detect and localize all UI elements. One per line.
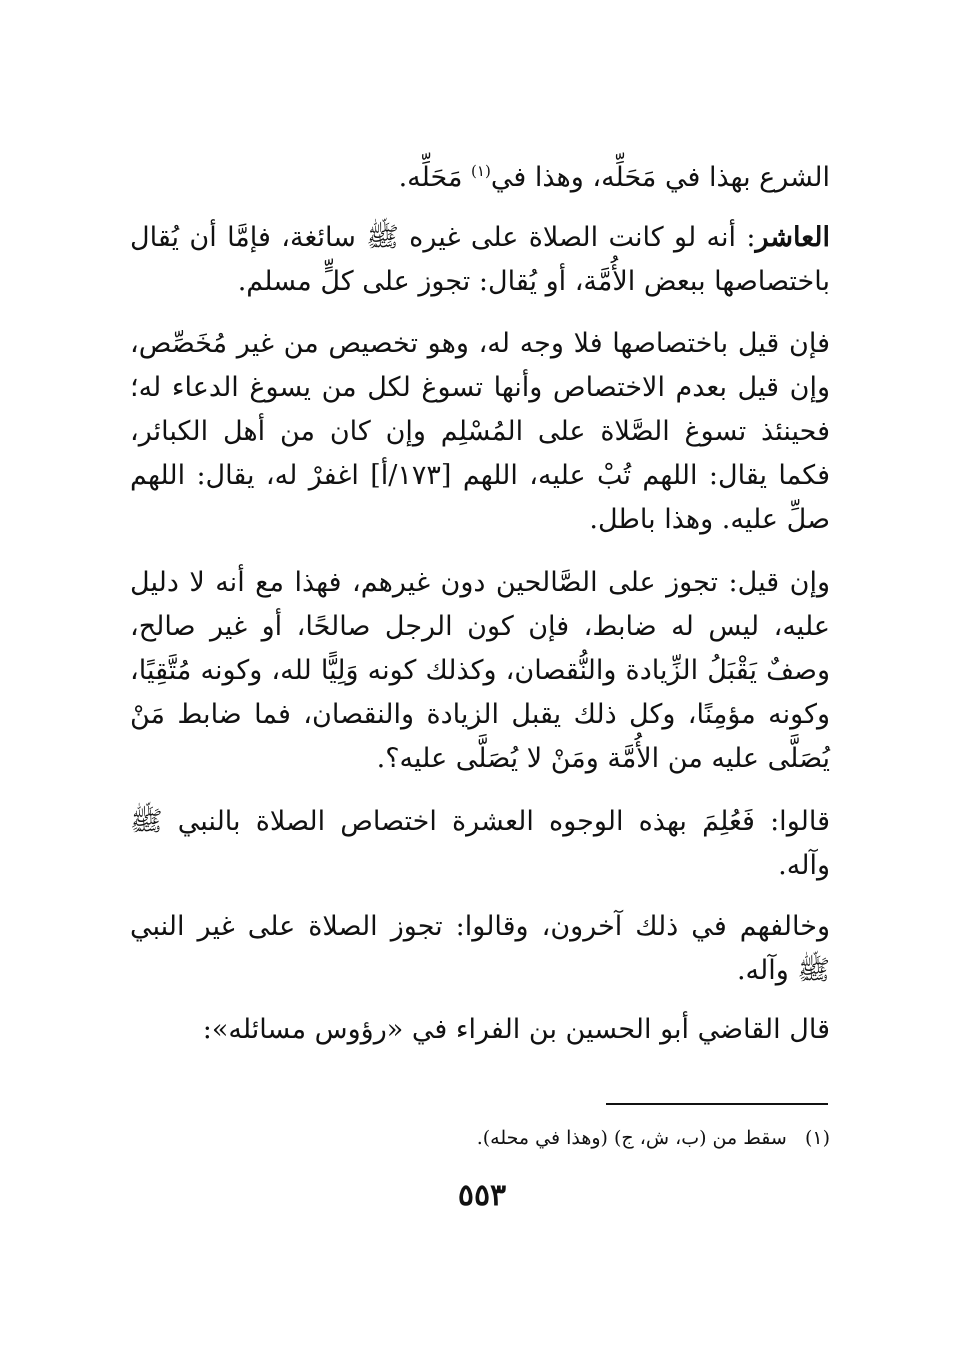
footnote-reference[interactable]: (١) (471, 162, 491, 180)
paragraph-objection-2: وإن قيل: تجوز على الصَّالحين دون غيرهم، فهذا مع أنه لا دليل عليه، ليس له ضابط، فإن كون الرجل صالحًا، أو غير صالح، وصفٌ يَقْبَلُ الزِّيادة والنُّقصان، وكذلك كونه وَلِيًّا لله، وكونه مُتَّقِيًا، وكونه مؤمِنًا، وكل ذلك يقبل الزيادة والنقصان، فما ضابط مَنْ يُصَلَّى عليه من الأُمَّة ومَنْ لا يُصَلَّى عليه؟. (130, 567, 830, 774)
paragraph-citation: قال القاضي أبو الحسين بن الفراء في «رؤوس مسائله»: (202, 1014, 830, 1045)
footnote (400, 1124, 830, 1152)
paragraph-conclusion: قالوا: فَعُلِمَ بهذه الوجوه العشرة اختصاص الصلاة بالنبي ﷺ وآله. (130, 806, 830, 881)
paragraph-tenth-point (130, 216, 866, 304)
footnote-divider (606, 1103, 828, 1105)
paragraph-text: الشرع بهذا في مَحَلِّه، وهذا في (490, 162, 830, 193)
paragraph-objection-1: فإن قيل باختصاصها فلا وجه له، وهو تخصيص من غير مُخَصِّص، وإن قيل بعدم الاختصاص وأنها تسوغ لكل من يسوغ الدعاء له؛ فحينئذ تسوغ الصَّلاة على المُسْلِم وإن كان من أهل الكبائر، فكما يقال: اللهم تُبْ عليه، اللهم [١٧٣/أ] اغفرْ له، يقال: اللهم صلِّ عليه. وهذا باطل. (130, 328, 831, 535)
footnote-text: سقط من (ب، ش، ج) (وهذا في محله). (476, 1127, 787, 1149)
paragraph-text-end: مَحَلِّه. (398, 162, 472, 193)
page-number: ٥٥٣ (457, 1178, 507, 1213)
footnote-marker: (١) (804, 1127, 830, 1149)
paragraph-heading: العاشر (755, 222, 830, 253)
paragraph-continuation (130, 156, 830, 200)
paragraph-text: : أنه لو كانت الصلاة على غيره ﷺ سائغة، فإمَّا أن يُقال باختصاصها ببعض الأُمَّة، أو يُقال: تجوز على كلٍّ مسلم. (130, 222, 830, 297)
paragraph-opposing-view: وخالفهم في ذلك آخرون، وقالوا: تجوز الصلاة على غير النبي ﷺ وآله. (130, 911, 830, 986)
